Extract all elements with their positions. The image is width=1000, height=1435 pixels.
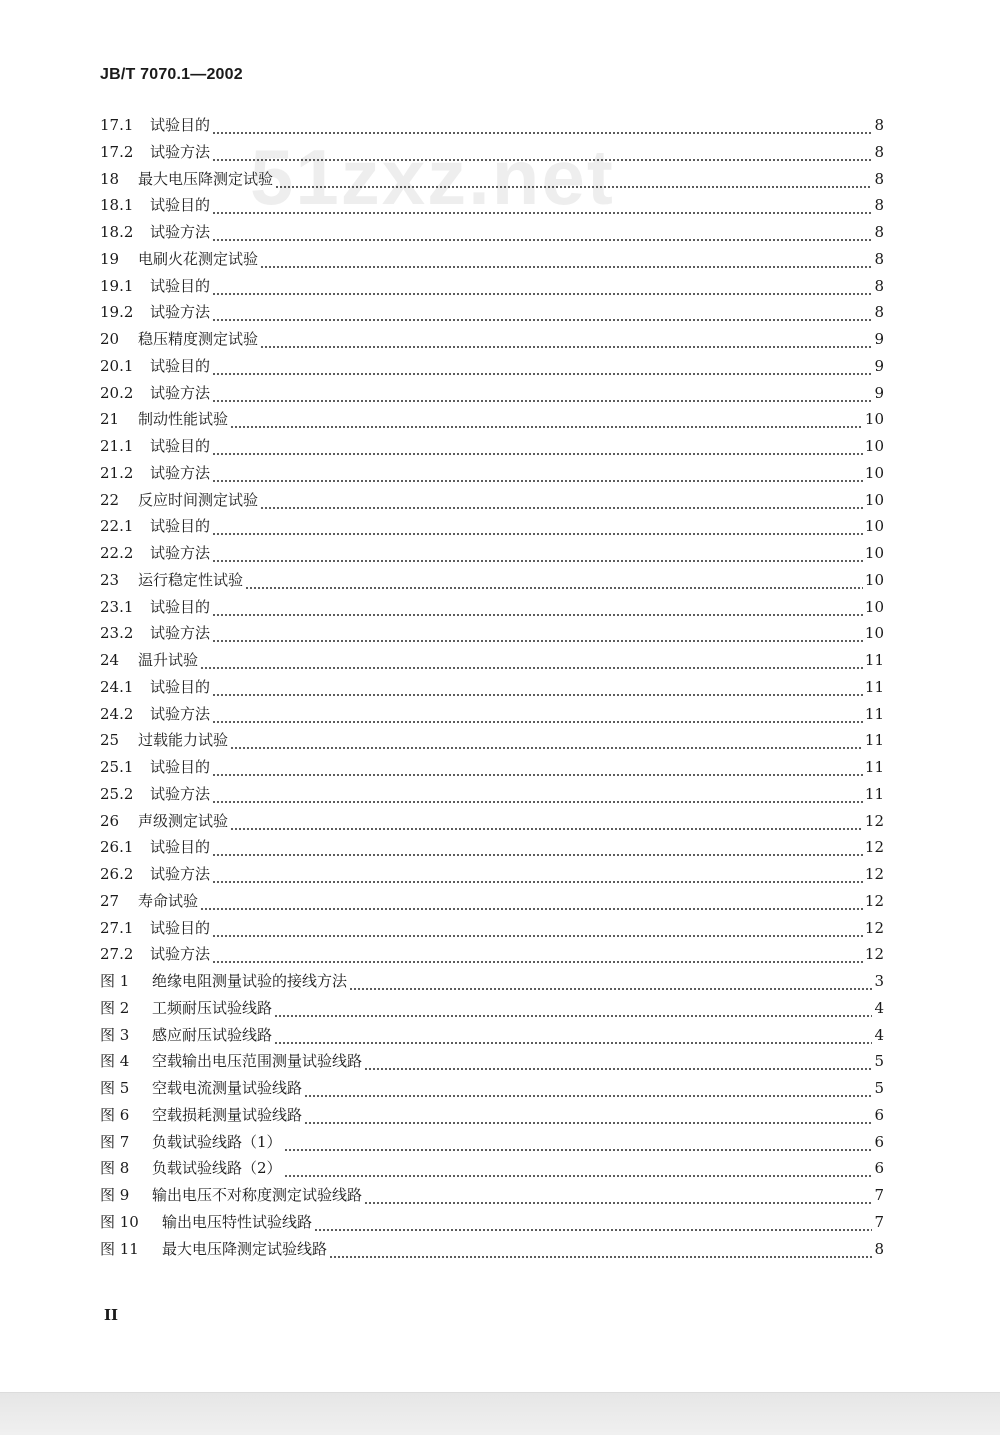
dot-leader (364, 1048, 872, 1075)
toc-entry-page-number: 11 (864, 651, 884, 669)
toc-entry-number: 23 (100, 570, 120, 589)
dot-leader (212, 460, 863, 487)
toc-entry-number: 18.2 (100, 223, 134, 241)
toc-entry-page-number: 6 (874, 1132, 884, 1151)
toc-entry-page-number: 4 (874, 1025, 884, 1044)
toc-entry-page-number: 8 (874, 169, 884, 188)
toc-entry[interactable] (100, 380, 884, 407)
toc-entry-number: 图 10 (100, 1212, 139, 1231)
dot-leader (230, 727, 863, 754)
toc-entry-title: 过载能力试验 (138, 731, 229, 750)
dot-leader (314, 1209, 872, 1236)
dot-leader (260, 487, 863, 514)
toc-entry[interactable] (100, 995, 884, 1022)
toc-entry-page-number: 6 (874, 1159, 884, 1178)
toc-entry[interactable] (100, 1209, 884, 1236)
toc-entry-number: 24.1 (100, 677, 134, 696)
toc-entry[interactable] (100, 273, 884, 300)
dot-leader (212, 620, 863, 647)
toc-entry-page-number: 12 (864, 811, 884, 830)
toc-entry[interactable] (100, 219, 884, 246)
toc-entry-title: 工频耐压试验线路 (152, 998, 273, 1017)
toc-entry-number: 24.2 (100, 704, 134, 723)
toc-entry-page-number: 8 (874, 116, 884, 134)
toc-entry-number: 27.1 (100, 918, 134, 937)
table-of-contents (100, 112, 884, 1262)
toc-entry-number: 图 7 (100, 1132, 130, 1151)
toc-entry-page-number: 5 (874, 1079, 884, 1097)
toc-entry-page-number: 4 (874, 998, 884, 1017)
toc-entry[interactable] (100, 1182, 884, 1209)
toc-entry-page-number: 8 (874, 142, 884, 161)
toc-entry-title: 负载试验线路（1） (152, 1132, 282, 1151)
dot-leader (212, 273, 872, 300)
toc-entry-page-number: 9 (874, 383, 884, 402)
dot-leader (212, 139, 872, 166)
toc-entry-number: 25.1 (100, 758, 134, 776)
toc-entry-page-number: 5 (874, 1052, 884, 1071)
dot-leader (260, 246, 872, 273)
toc-entry-title: 反应时间测定试验 (138, 490, 259, 509)
toc-entry-number: 17.1 (100, 116, 134, 134)
toc-entry-title: 空载损耗测量试验线路 (152, 1105, 303, 1124)
toc-entry[interactable] (100, 1155, 884, 1182)
dot-leader (304, 1102, 872, 1129)
viewer-bottom-strip (0, 1392, 1000, 1435)
toc-entry-page-number: 6 (874, 1105, 884, 1124)
toc-entry-page-number: 8 (874, 196, 884, 215)
toc-entry-title: 最大电压降测定试验 (138, 169, 274, 188)
dot-leader (304, 1075, 872, 1102)
toc-entry-number: 20 (100, 330, 120, 348)
toc-entry[interactable] (100, 460, 884, 487)
toc-entry[interactable] (100, 192, 884, 219)
toc-entry-title: 空载输出电压范围测量试验线路 (152, 1052, 363, 1071)
toc-entry-title: 感应耐压试验线路 (152, 1025, 273, 1044)
dot-leader (212, 513, 863, 540)
toc-entry-number: 27 (100, 891, 120, 910)
toc-entry-title: 试验目的 (150, 116, 211, 134)
toc-entry[interactable] (100, 1236, 884, 1263)
toc-entry[interactable] (100, 968, 884, 995)
toc-entry-title: 负载试验线路（2） (152, 1159, 282, 1178)
dot-leader (329, 1236, 872, 1263)
toc-entry[interactable] (100, 727, 884, 754)
dot-leader (212, 219, 872, 246)
dot-leader (212, 754, 863, 781)
toc-entry-page-number: 11 (864, 704, 884, 723)
toc-entry-number: 23.1 (100, 597, 134, 616)
toc-entry[interactable] (100, 166, 884, 193)
toc-entry-number: 19.1 (100, 276, 134, 295)
dot-leader (212, 861, 863, 888)
toc-entry-number: 图 9 (100, 1186, 130, 1204)
toc-entry-number: 图 3 (100, 1025, 130, 1044)
toc-entry-page-number: 7 (874, 1186, 884, 1204)
dot-leader (212, 781, 863, 808)
toc-entry-title: 试验目的 (150, 196, 211, 215)
toc-entry-number: 图 5 (100, 1079, 130, 1097)
toc-entry-title: 最大电压降测定试验线路 (162, 1239, 328, 1258)
toc-entry-number: 21.1 (100, 437, 134, 455)
toc-entry-page-number: 12 (864, 891, 884, 910)
toc-entry[interactable] (100, 353, 884, 380)
dot-leader (212, 594, 863, 621)
toc-entry[interactable] (100, 781, 884, 808)
toc-entry-title: 试验目的 (150, 758, 211, 776)
toc-entry-number: 22 (100, 490, 120, 509)
dot-leader (284, 1155, 873, 1182)
toc-entry-page-number: 8 (874, 1239, 884, 1258)
toc-entry-title: 输出电压不对称度测定试验线路 (152, 1186, 363, 1204)
toc-entry[interactable] (100, 299, 884, 326)
toc-entry-number: 26 (100, 811, 120, 830)
toc-entry-number: 22.2 (100, 544, 134, 562)
toc-entry-title: 寿命试验 (138, 891, 199, 910)
toc-entry[interactable] (100, 915, 884, 942)
toc-entry[interactable] (100, 513, 884, 540)
toc-entry-number: 19 (100, 249, 120, 268)
toc-entry-title: 试验目的 (150, 356, 211, 375)
toc-entry-number: 图 1 (100, 972, 130, 990)
toc-entry-page-number: 10 (864, 597, 884, 616)
toc-entry-page-number: 10 (864, 437, 884, 455)
toc-entry[interactable] (100, 808, 884, 835)
toc-entry[interactable] (100, 834, 884, 861)
toc-entry-page-number: 10 (864, 544, 884, 562)
toc-entry-title: 试验方法 (150, 142, 211, 161)
dot-leader (245, 567, 863, 594)
toc-entry-number: 图 11 (100, 1239, 139, 1258)
toc-entry-title: 绝缘电阻测量试验的接线方法 (152, 972, 348, 990)
toc-entry-title: 试验目的 (150, 276, 211, 295)
toc-entry-title: 空载电流测量试验线路 (152, 1079, 303, 1097)
toc-entry-title: 试验目的 (150, 677, 211, 696)
toc-entry-page-number: 12 (864, 838, 884, 857)
toc-entry[interactable] (100, 1129, 884, 1156)
toc-entry[interactable] (100, 941, 884, 968)
dot-leader (212, 433, 863, 460)
dot-leader (212, 112, 872, 139)
dot-leader (212, 915, 863, 942)
toc-entry-title: 制动性能试验 (138, 410, 229, 429)
dot-leader (212, 834, 863, 861)
dot-leader (212, 701, 863, 728)
toc-entry-title: 试验目的 (150, 437, 211, 455)
toc-entry-page-number: 8 (874, 223, 884, 241)
dot-leader (230, 808, 863, 835)
toc-entry[interactable] (100, 567, 884, 594)
toc-entry[interactable] (100, 888, 884, 915)
dot-leader (200, 647, 863, 674)
toc-entry[interactable] (100, 433, 884, 460)
dot-leader (260, 326, 872, 353)
toc-entry[interactable] (100, 540, 884, 567)
toc-entry-title: 试验方法 (150, 463, 211, 482)
toc-entry[interactable] (100, 701, 884, 728)
page-number-footer: II (104, 1306, 119, 1324)
toc-entry-number: 27.2 (100, 945, 134, 964)
toc-entry-page-number: 8 (874, 276, 884, 295)
toc-entry-number: 20.2 (100, 383, 134, 402)
toc-entry-number: 图 2 (100, 998, 130, 1017)
toc-entry[interactable] (100, 620, 884, 647)
toc-entry[interactable] (100, 861, 884, 888)
toc-entry-number: 图 8 (100, 1159, 130, 1178)
toc-entry-page-number: 9 (874, 330, 884, 348)
dot-leader (364, 1182, 872, 1209)
toc-entry-page-number: 10 (864, 490, 884, 509)
dot-leader (284, 1129, 873, 1156)
toc-entry-title: 试验方法 (150, 624, 211, 643)
toc-entry-number: 19.2 (100, 303, 134, 322)
toc-entry[interactable] (100, 1048, 884, 1075)
toc-entry-page-number: 12 (864, 945, 884, 964)
toc-entry-number: 22.1 (100, 517, 134, 536)
toc-entry-page-number: 7 (874, 1212, 884, 1231)
toc-entry-title: 试验方法 (150, 865, 211, 883)
toc-entry-number: 17.2 (100, 142, 134, 161)
toc-entry-title: 声级测定试验 (138, 811, 229, 830)
dot-leader (212, 674, 863, 701)
dot-leader (349, 968, 872, 995)
toc-entry-page-number: 12 (864, 918, 884, 937)
toc-entry-title: 试验方法 (150, 544, 211, 562)
dot-leader (200, 888, 863, 915)
dot-leader (275, 166, 872, 193)
dot-leader (230, 406, 863, 433)
toc-entry-page-number: 12 (864, 865, 884, 883)
toc-entry-title: 试验方法 (150, 383, 211, 402)
toc-entry-number: 26.1 (100, 838, 134, 857)
dot-leader (212, 380, 872, 407)
toc-entry-page-number: 11 (864, 758, 884, 776)
dot-leader (212, 540, 863, 567)
dot-leader (274, 995, 872, 1022)
toc-entry-title: 温升试验 (138, 651, 199, 669)
toc-entry-page-number: 10 (864, 624, 884, 643)
toc-entry-page-number: 10 (864, 410, 884, 429)
toc-entry-title: 试验目的 (150, 597, 211, 616)
toc-entry-number: 25.2 (100, 784, 134, 803)
dot-leader (212, 299, 872, 326)
toc-entry-page-number: 10 (864, 570, 884, 589)
toc-entry-title: 输出电压特性试验线路 (162, 1212, 313, 1231)
toc-entry[interactable] (100, 326, 884, 353)
toc-entry-title: 试验目的 (150, 517, 211, 536)
toc-entry-number: 21.2 (100, 463, 134, 482)
toc-entry-page-number: 8 (874, 249, 884, 268)
toc-entry-number: 21 (100, 410, 120, 429)
toc-entry-number: 18.1 (100, 196, 134, 215)
toc-entry[interactable] (100, 487, 884, 514)
toc-entry-title: 试验方法 (150, 945, 211, 964)
toc-entry-title: 试验方法 (150, 223, 211, 241)
toc-entry[interactable] (100, 674, 884, 701)
dot-leader (212, 192, 872, 219)
toc-entry-number: 24 (100, 651, 120, 669)
dot-leader (274, 1022, 872, 1049)
toc-entry[interactable] (100, 139, 884, 166)
toc-entry[interactable] (100, 1102, 884, 1129)
toc-entry[interactable] (100, 754, 884, 781)
document-code-header: JB/T 7070.1—2002 (100, 66, 243, 83)
toc-entry-title: 试验方法 (150, 784, 211, 803)
toc-entry-page-number: 11 (864, 731, 884, 750)
toc-entry-title: 试验目的 (150, 918, 211, 937)
toc-entry[interactable] (100, 246, 884, 273)
toc-entry-number: 图 6 (100, 1105, 130, 1124)
toc-entry-title: 稳压精度测定试验 (138, 330, 259, 348)
toc-entry-title: 试验目的 (150, 838, 211, 857)
toc-entry-page-number: 8 (874, 303, 884, 322)
toc-entry-number: 26.2 (100, 865, 134, 883)
toc-entry-number: 18 (100, 169, 120, 188)
toc-entry-number: 25 (100, 731, 120, 750)
toc-entry[interactable] (100, 594, 884, 621)
toc-entry[interactable] (100, 406, 884, 433)
dot-leader (212, 941, 863, 968)
dot-leader (212, 353, 872, 380)
toc-entry[interactable] (100, 647, 884, 674)
toc-entry-page-number: 10 (864, 517, 884, 536)
toc-entry[interactable] (100, 112, 884, 139)
toc-entry-number: 23.2 (100, 624, 134, 643)
toc-entry-page-number: 9 (874, 356, 884, 375)
toc-entry-page-number: 10 (864, 463, 884, 482)
toc-entry-title: 试验方法 (150, 704, 211, 723)
toc-entry[interactable] (100, 1075, 884, 1102)
toc-entry-page-number: 11 (864, 677, 884, 696)
toc-entry-number: 20.1 (100, 356, 134, 375)
toc-entry-title: 电刷火花测定试验 (138, 249, 259, 268)
toc-entry-page-number: 3 (874, 972, 884, 990)
toc-entry-title: 试验方法 (150, 303, 211, 322)
toc-entry-title: 运行稳定性试验 (138, 570, 244, 589)
toc-entry-number: 图 4 (100, 1052, 130, 1071)
toc-entry-page-number: 11 (864, 784, 884, 803)
toc-entry[interactable] (100, 1022, 884, 1049)
